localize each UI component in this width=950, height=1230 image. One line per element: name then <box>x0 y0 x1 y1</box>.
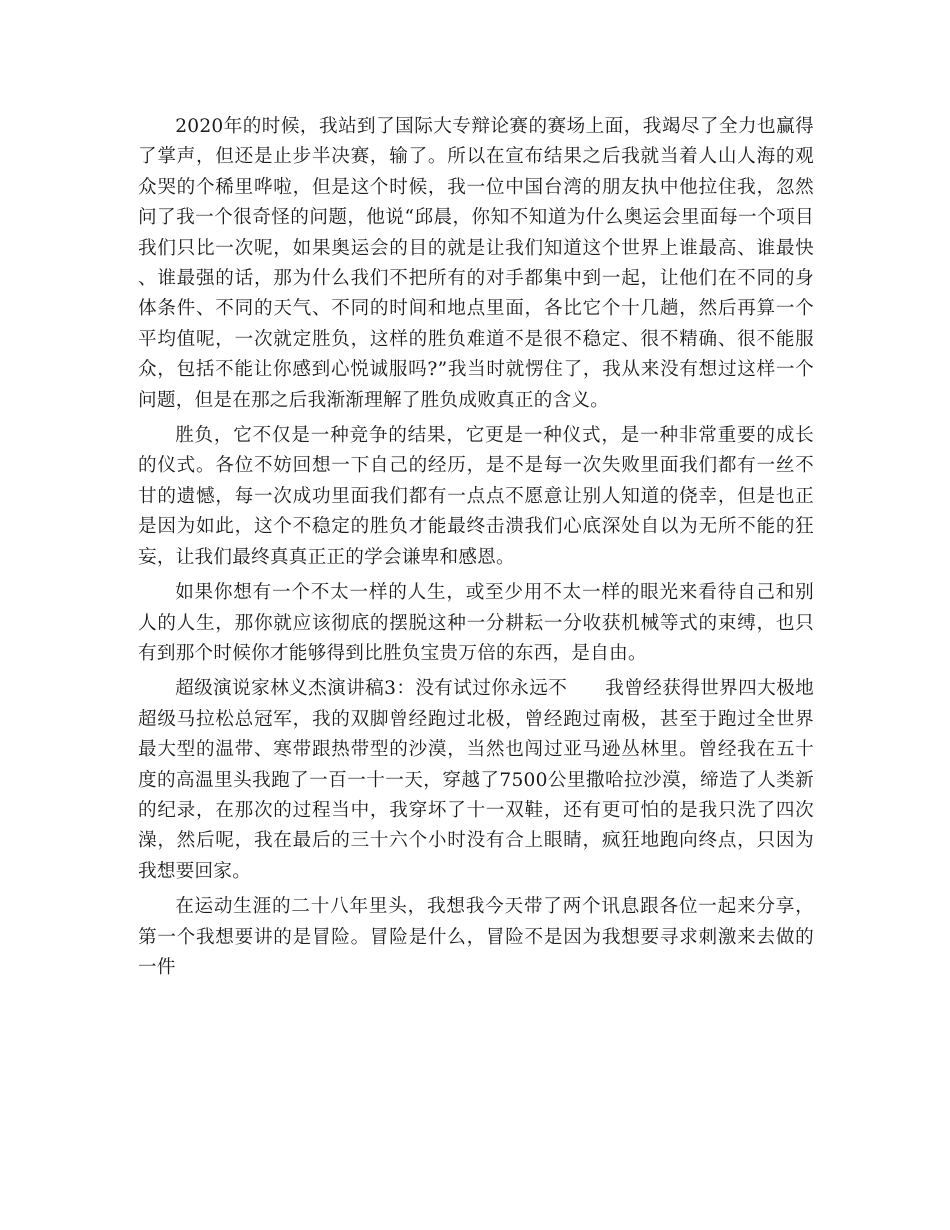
paragraph-3: 如果你想有一个不太一样的人生，或至少用不太一样的眼光来看待自己和别人的人生，那你就应该彻底的摆脱这种一分耕耘一分收获机械等式的束缚，也只有到那个时候你才能够得到比胜负宝贵万倍的东西，是自由。 <box>138 582 814 664</box>
paragraph-5: 在运动生涯的二十八年里头，我想我今天带了两个讯息跟各位一起来分享，第一个我想要讲的是冒险。冒险是什么，冒险不是因为我想要寻求刺激来去做的一件 <box>138 896 814 978</box>
document-body <box>138 112 814 983</box>
paragraph-4: 超级演说家林义杰演讲稿3：没有试过你永远不 我曾经获得世界四大极地超级马拉松总冠军，我的双脚曾经跑过北极，曾经跑过南极，甚至于跑过全世界最大型的温带、寒带跟热带型的沙漠，当然也闯过亚马逊丛林里。曾经我在五十度的高温里头我跑了一百一十一天，穿越了7500公里撒哈拉沙漠，缔造了人类新的纪录，在那次的过程当中，我穿坏了十一双鞋，还有更可怕的是我只洗了四次澡，然后呢，我在最后的三十六个小时没有合上眼睛，疯狂地跑向终点，只因为我想要回家。 <box>138 678 814 882</box>
paragraph-1: 2020年的时候，我站到了国际大专辩论赛的赛场上面，我竭尽了全力也赢得了掌声，但还是止步半决赛，输了。所以在宣布结果之后我就当着人山人海的观众哭的个稀里哗啦，但是这个时候，我一位中国台湾的朋友执中他拉住我，忽然问了我一个很奇怪的问题，他说“邱晨，你知不知道为什么奥运会里面每一个项目我们只比一次呢，如果奥运会的目的就是让我们知道这个世界上谁最高、谁最快、谁最强的话，那为什么我们不把所有的对手都集中到一起，让他们在不同的身体条件、不同的天气、不同的时间和地点里面，各比它个十几趟，然后再算一个平均值呢，一次就定胜负，这样的胜负难道不是很不稳定、很不精确、很不能服众，包括不能让你感到心悦诚服吗?”我当时就愣住了，我从来没有想过这样一个问题，但是在那之后我渐渐理解了胜负成败真正的含义。 <box>138 116 814 411</box>
paragraph-2: 胜负，它不仅是一种竞争的结果，它更是一种仪式，是一种非常重要的成长的仪式。各位不妨回想一下自己的经历，是不是每一次失败里面我们都有一丝不甘的遗憾，每一次成功里面我们都有一点点不愿意让别人知道的侥幸，但是也正是因为如此，这个不稳定的胜负才能最终击溃我们心底深处自以为无所不能的狂妄，让我们最终真真正正的学会谦卑和感恩。 <box>138 425 814 568</box>
